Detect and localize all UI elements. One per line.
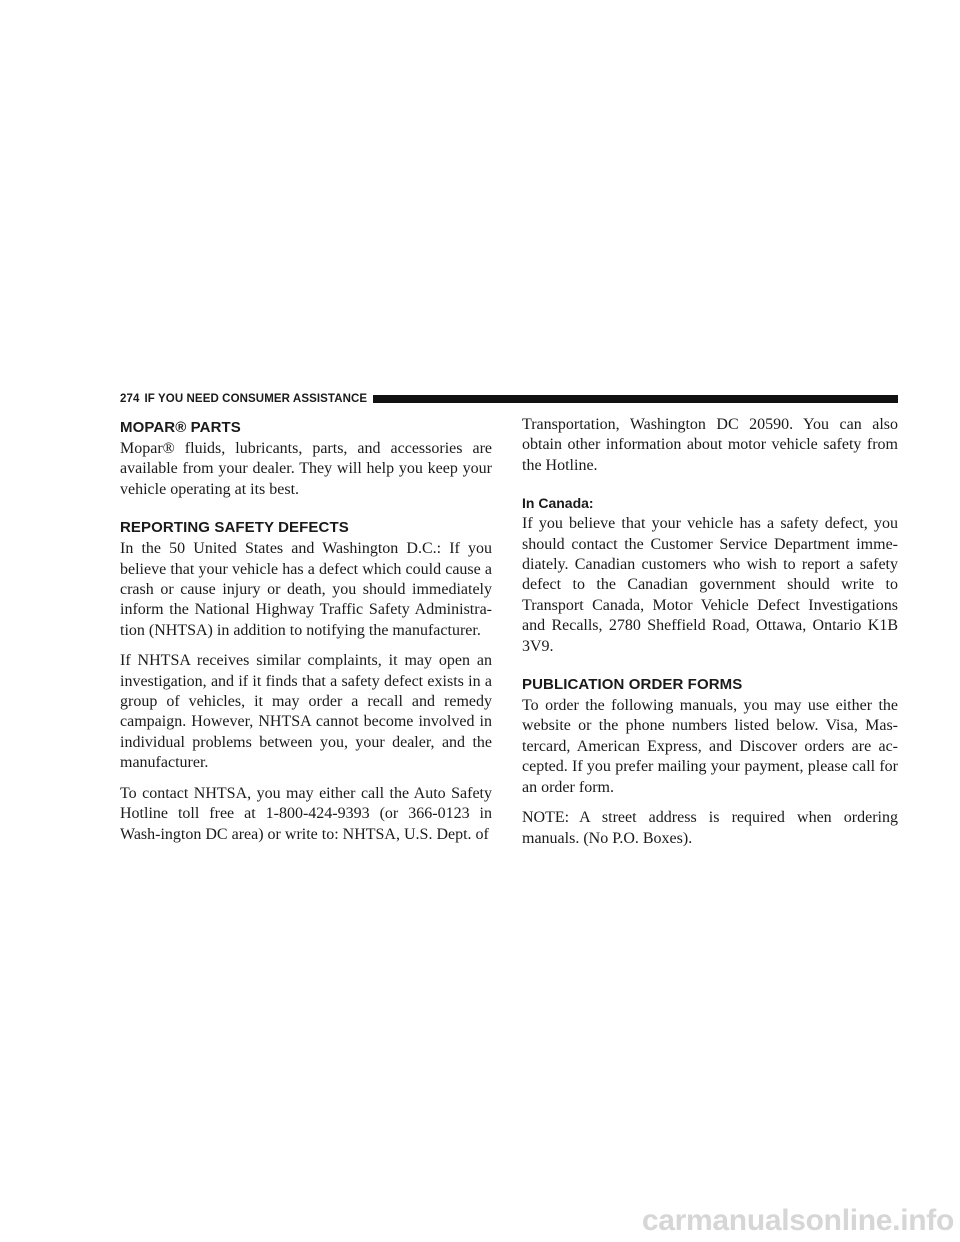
right-column — [522, 415, 898, 849]
reporting-paragraph-3: To contact NHTSA, you may either call the Auto Safety Hotline toll free at 1-800-424-9393 (or 366-0123 in Wash-ington DC area) or write to: NHTSA, U.S. Dept. of — [120, 784, 492, 843]
reporting-safety-defects-heading: REPORTING SAFETY DEFECTS — [120, 519, 349, 537]
page-number: 274 — [120, 393, 140, 405]
note-paragraph — [522, 808, 898, 849]
left-column — [120, 419, 492, 845]
note-label: NOTE: — [522, 809, 570, 827]
in-canada-heading: In Canada: — [522, 495, 594, 512]
mopar-parts-paragraph: Mopar® fluids, lubricants, parts, and accessories are available from your dealer. They will help you keep your vehicle operating at its best. — [120, 440, 492, 498]
header-rule — [373, 395, 898, 403]
note-text: A street address is required when ordering manuals. (No P.O. Boxes). — [522, 809, 898, 847]
publication-paragraph: To order the following manuals, you may use either the website or the phone numbers listed below. Visa, Mas-tercard, American Express, and Discover orders are ac-cepted. If you prefer mailing your payment, please call for an order form. — [522, 697, 898, 796]
publication-order-forms-heading: PUBLICATION ORDER FORMS — [522, 676, 743, 694]
site-watermark: carmanualsonline.info — [641, 1204, 954, 1237]
section-title: IF YOU NEED CONSUMER ASSISTANCE — [144, 393, 368, 405]
continued-paragraph: Transportation, Washington DC 20590. You can also obtain other information about motor vehicle safety from the Hotline. — [522, 416, 898, 474]
reporting-paragraph-1: In the 50 United States and Washington D.C.: If you believe that your vehicle has a defect which could cause a crash or cause injury or death, you should immediately inform the National Highway Traffic Safety Administra-tion (NHTSA) in addition to notifying the manufacturer. — [120, 540, 492, 639]
page-header — [120, 392, 898, 406]
mopar-parts-heading: MOPAR® PARTS — [120, 419, 241, 436]
canada-paragraph: If you believe that your vehicle has a safety defect, you should contact the Customer Service Department imme-diately. Canadian customers who wish to report a safety defect to the Canadian government should write to Transport Canada, Motor Vehicle Defect Investigations and Recalls, 2780 Sheffield Road, Ottawa, Ontario K1B 3V9. — [522, 515, 898, 655]
reporting-paragraph-2: If NHTSA receives similar complaints, it may open an investigation, and if it finds that a safety defect exists in a group of vehicles, it may order a recall and remedy campaign. However, NHTSA cannot become involved in individual problems between you, your dealer, and the manufacturer. — [120, 652, 492, 772]
